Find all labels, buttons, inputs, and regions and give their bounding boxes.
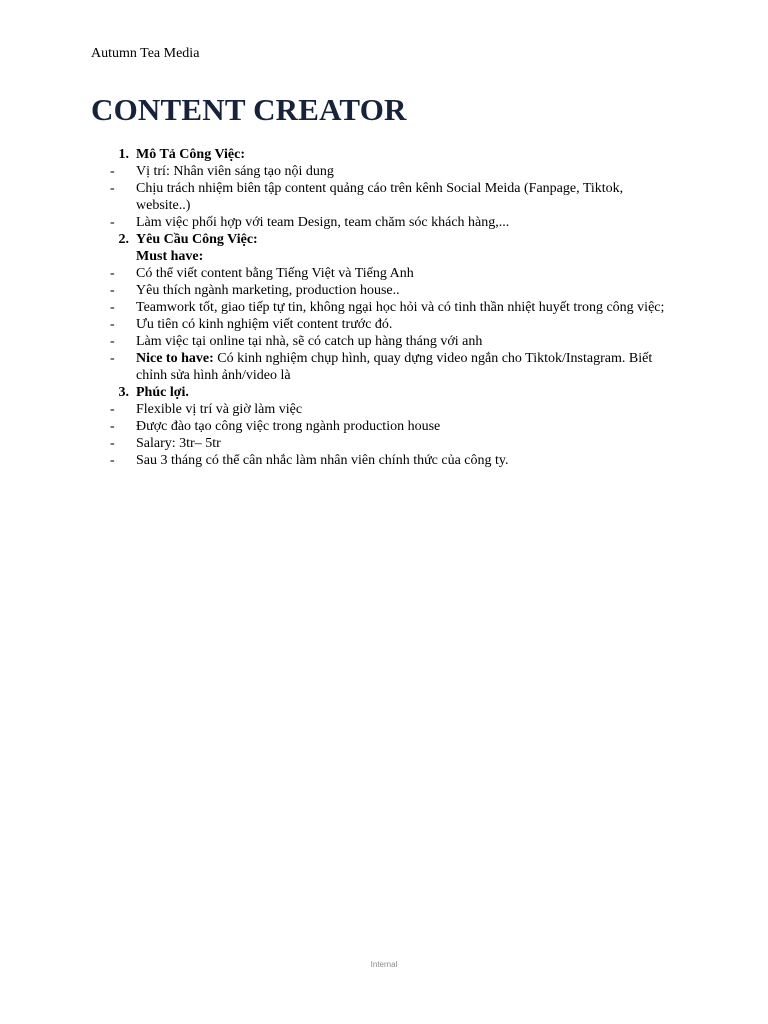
section-heading-job-description [110, 146, 675, 163]
document-body [110, 146, 675, 469]
list-item [110, 435, 675, 452]
bullet-dash: - [110, 215, 115, 230]
list-item-text: Sau 3 tháng có thể cân nhắc làm nhân viên chính thức của công ty. [136, 453, 509, 468]
bullet-dash: - [110, 436, 115, 451]
subheading-must-have [110, 248, 675, 265]
list-item-text: Vị trí: Nhân viên sáng tạo nội dung [136, 164, 334, 179]
list-item-text: Làm việc tại online tại nhà, sẽ có catch up hàng tháng với anh [136, 334, 483, 349]
section-heading: Phúc lợi. [136, 385, 189, 400]
section-heading: Mô Tả Công Việc: [136, 147, 246, 162]
list-item [110, 452, 675, 469]
list-item [110, 401, 675, 418]
bullet-dash: - [110, 317, 115, 332]
bullet-dash: - [110, 266, 115, 281]
list-item-text: Làm việc phối hợp với team Design, team chăm sóc khách hàng,... [136, 215, 510, 230]
bullet-dash: - [110, 181, 115, 196]
list-item-text: Yêu thích ngành marketing, production house.. [136, 283, 400, 298]
page-title: CONTENT CREATOR [91, 92, 407, 127]
nice-to-have-label: Nice to have: [136, 351, 214, 366]
list-item [110, 163, 675, 180]
section-number: 1. [118, 147, 129, 162]
nice-to-have-text: Có kinh nghiệm chụp hình, quay dựng video ngắn cho Tiktok/Instagram. Biết chỉnh sửa hình ảnh/video là [136, 351, 653, 383]
list-item [110, 333, 675, 350]
bullet-dash: - [110, 351, 115, 366]
list-item-text: Được đào tạo công việc trong ngành production house [136, 419, 441, 434]
list-item [110, 265, 675, 282]
company-name: Autumn Tea Media [91, 46, 200, 61]
section-heading-benefits [110, 384, 675, 401]
bullet-dash: - [110, 300, 115, 315]
footer-classification-label: Internal [370, 960, 398, 969]
bullet-dash: - [110, 164, 115, 179]
section-number: 3. [118, 385, 129, 400]
list-item-text: Chịu trách nhiệm biên tập content quảng cáo trên kênh Social Meida (Fanpage, Tiktok, website..) [136, 181, 624, 213]
section-heading-requirements [110, 231, 675, 248]
list-item-nice-to-have [110, 350, 675, 384]
list-item-text: Teamwork tốt, giao tiếp tự tin, không ngại học hỏi và có tinh thần nhiệt huyết trong công việc; [136, 300, 665, 315]
list-item [110, 214, 675, 231]
list-item [110, 282, 675, 299]
list-item-text: Salary: 3tr– 5tr [136, 436, 221, 451]
bullet-dash: - [110, 334, 115, 349]
bullet-dash: - [110, 402, 115, 417]
list-item [110, 180, 675, 214]
bullet-dash: - [110, 453, 115, 468]
list-item [110, 418, 675, 435]
list-item-text: Flexible vị trí và giờ làm việc [136, 402, 303, 417]
section-heading: Yêu Cầu Công Việc: [136, 232, 258, 247]
bullet-dash: - [110, 283, 115, 298]
list-item [110, 299, 675, 316]
list-item-text: Ưu tiên có kinh nghiệm viết content trước đó. [136, 317, 393, 332]
subheading: Must have: [136, 249, 204, 264]
list-item [110, 316, 675, 333]
section-number: 2. [118, 232, 129, 247]
list-item-text: Có thể viết content bằng Tiếng Việt và Tiếng Anh [136, 266, 414, 281]
bullet-dash: - [110, 419, 115, 434]
